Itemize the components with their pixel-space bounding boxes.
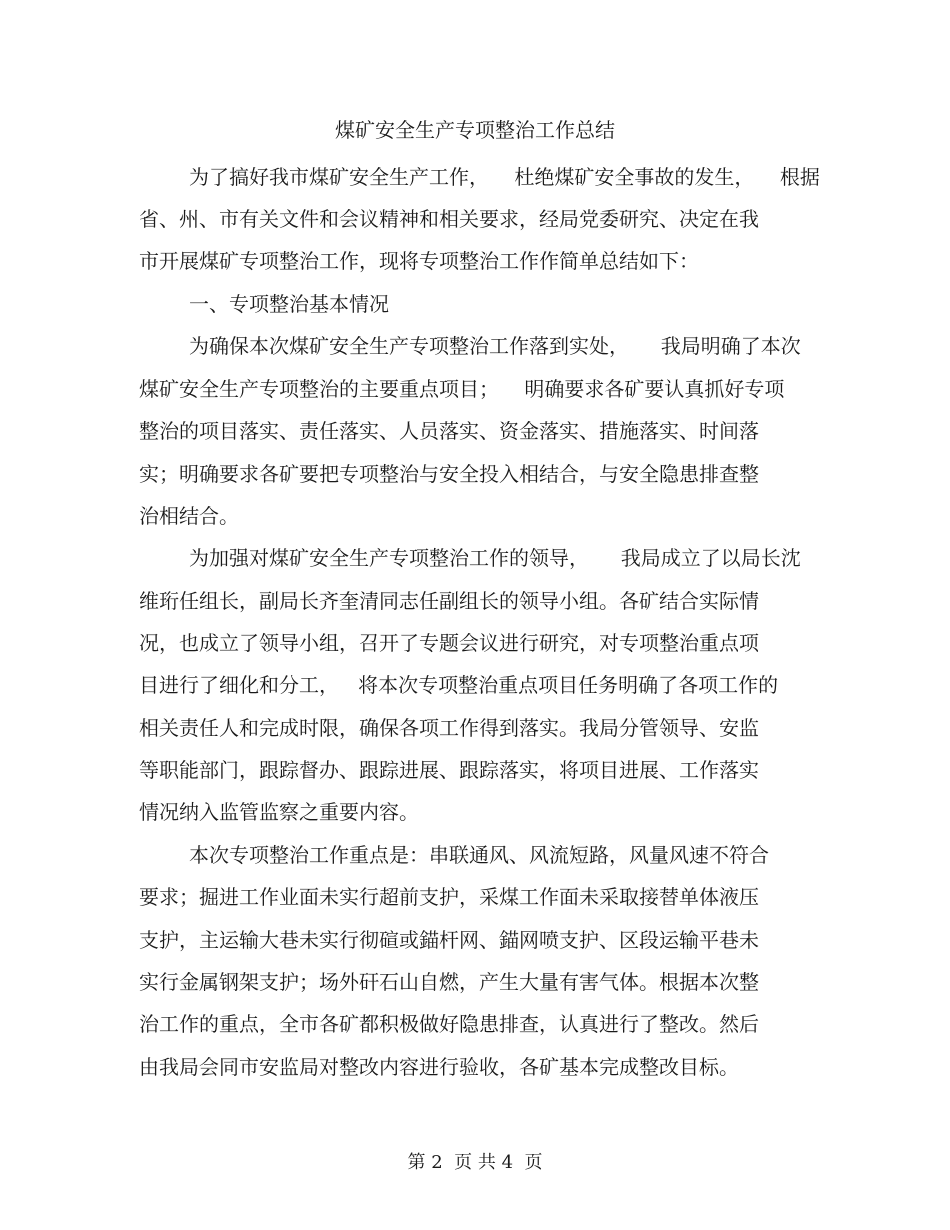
page-number: 第 2 页 共 4 页 [407,1152,543,1173]
paragraph-line: 维珩任组长，副局长齐奎清同志任副组长的领导小组。各矿结合实际情 [139,589,759,613]
paragraph-line: 为确保本次煤矿安全生产专项整治工作落到实处， 我局明确了本次 [189,334,801,358]
paragraph-line: 相关责任人和完成时限，确保各项工作得到落实。我局分管领导、安监 [139,716,759,740]
paragraph-line: 市开展煤矿专项整治工作，现将专项整治工作作简单总结如下： [139,249,699,273]
paragraph-line: 情况纳入监管监察之重要内容。 [139,800,419,824]
paragraph-line: 省、州、市有关文件和会议精神和相关要求，经局党委研究、决定在我 [139,207,759,231]
paragraph-line: 支护，主运输大巷未实行彻碹或錨杆网、錨网喷支护、区段运输平巷未 [139,928,759,952]
section-heading: 一、专项整治基本情况 [189,292,389,316]
paragraph-line: 目进行了细化和分工， 将本次专项整治重点项目任务明确了各项工作的 [139,673,779,697]
paragraph-line: 煤矿安全生产专项整治的主要重点项目； 明确要求各矿要认真抓好专项 [139,377,785,401]
paragraph-line: 实；明确要求各矿要把专项整治与安全投入相结合，与安全隐患排查整 [139,462,759,486]
paragraph-line: 治工作的重点，全市各矿都积极做好隐患排查，认真进行了整改。然后 [139,1012,759,1036]
paragraph-line: 整治的项目落实、责任落实、人员落实、资金落实、措施落实、时间落 [139,419,759,443]
paragraph-line: 实行金属钢架支护；场外矸石山自燃，产生大量有害气体。根据本次整 [139,970,759,994]
paragraph-line: 本次专项整治工作重点是：串联通风、风流短路，风量风速不符合 [189,843,769,867]
paragraph-line: 等职能部门，跟踪督办、跟踪进展、跟踪落实，将项目进展、工作落实 [139,758,759,782]
paragraph-line: 由我局会同市安监局对整改内容进行验收，各矿基本完成整改目标。 [139,1055,739,1079]
paragraph-line: 为了搞好我市煤矿安全生产工作， 杜绝煤矿安全事故的发生， 根据 [189,165,820,189]
document-title: 煤矿安全生产专项整治工作总结 [335,118,615,142]
paragraph-line: 为加强对煤矿安全生产专项整治工作的领导， 我局成立了以局长沈 [189,546,801,570]
paragraph-line: 治相结合。 [139,504,239,528]
paragraph-line: 况，也成立了领导小组，召开了专题会议进行研究，对专项整治重点项 [139,631,759,655]
paragraph-line: 要求；掘进工作业面未实行超前支护，采煤工作面未采取接替单体液压 [139,885,759,909]
